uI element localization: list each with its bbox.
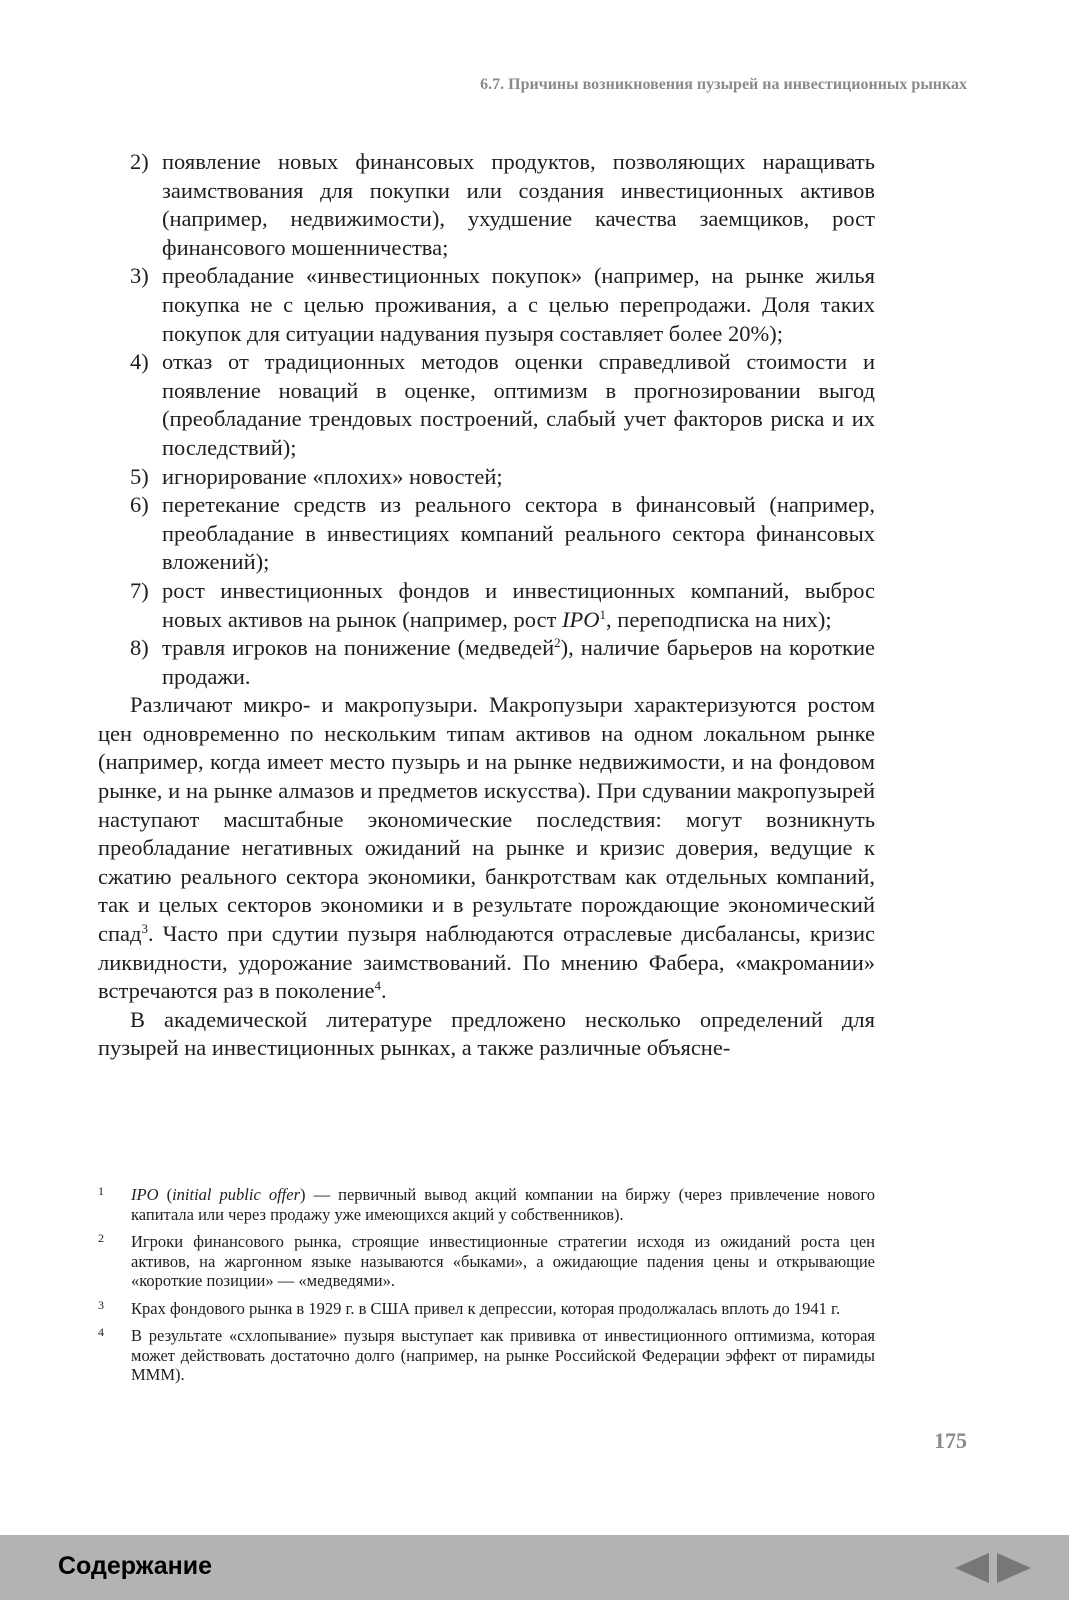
list-item-text: перетекание средств из реального сектора в финансовый (например, преобладание в инвестициях компаний реального сектора финансовых вложений); [162, 492, 875, 575]
list-item [98, 577, 875, 634]
footnote-number: 4 [98, 1325, 104, 1339]
footnote [98, 1299, 875, 1319]
paragraph-macro-bubbles [98, 691, 875, 1006]
list-item-text: игнорирование «плохих» новостей; [162, 463, 503, 489]
list-item-text: преобладание «инвестиционных покупок» (например, на рынке жилья покупка не с целью проживания, а с целью перепродажи. Доля таких покупок для ситуации надувания пузыря составляет более 20%); [162, 263, 875, 346]
footnote-text: ( [158, 1185, 173, 1204]
list-item [98, 463, 875, 492]
main-text [98, 148, 875, 1063]
triangle-left-icon[interactable] [955, 1553, 989, 1588]
ipo-term: IPO [131, 1185, 159, 1204]
paragraph-text: . Часто при сдутии пузыря наблюдаются отраслевые дисбалансы, кризис ликвидности, удорожание заимствований. По мнению Фабера, «макромании» встречаются раз в поколение [98, 921, 875, 1004]
page-number: 175 [934, 1428, 967, 1453]
table-of-contents-link[interactable]: Содержание [58, 1552, 213, 1580]
triangle-right-icon[interactable] [997, 1553, 1031, 1588]
footnote-ref-3[interactable]: 3 [141, 921, 148, 937]
footnote-ref-2[interactable]: 2 [554, 635, 561, 651]
paragraph-academic: В академической литературе предложено несколько определений для пузырей на инвестиционных рынках, а также различные объясне- [98, 1006, 875, 1061]
footnotes [98, 1185, 875, 1393]
footnote-number: 2 [98, 1231, 104, 1245]
footnote-number: 3 [98, 1297, 104, 1312]
footnote-number: 1 [98, 1184, 104, 1198]
footnote-text: Игроки финансового рынка, строящие инвестиционные стратегии исходя из ожиданий роста цен активов, на жаргонном языке называются «быками», а ожидающие падения цены и открывающие «короткие позиции» — «медведями». [131, 1232, 875, 1290]
footnote [98, 1326, 875, 1385]
footnote-term: initial public offer [172, 1185, 301, 1204]
list-item-text-end: , переподписка на них); [606, 606, 832, 632]
list-item [98, 348, 875, 462]
ipo-term: IPO [562, 606, 600, 632]
numbered-list [98, 148, 875, 691]
list-item-number: 7) [130, 577, 149, 603]
list-item-text: отказ от традиционных методов оценки справедливой стоимости и появление новаций в оценке, оптимизм в прогнозировании выгод (преобладание трендовых построений, слабый учет факторов риска и их последствий); [162, 349, 875, 460]
paragraph-text: Различают микро- и макропузыри. Макропузыри характеризуются ростом цен одновременно по нескольким типам активов на одном локальном рынке (например, когда имеет место пузырь и на рынке недвижимости, и на фондовом рынке, и на рынке алмазов и предметов искусства). При сдувании макропузырей наступают масштабные экономические последствия: могут возникнуть преобладание негативных ожиданий на рынке и кризис доверия, ведущие к сжатию реального сектора экономики, банкротствам как отдельных компаний, так и целых секторов экономики и в результате порождающие экономический спад [98, 692, 875, 947]
footnote [98, 1185, 875, 1224]
footnote [98, 1232, 875, 1291]
list-item [98, 491, 875, 577]
footnote-text: Крах фондового рынка в 1929 г. в США привел к депрессии, которая продолжалась вплоть до 1941 г. [131, 1298, 841, 1318]
list-item-number: 8) [130, 635, 149, 661]
bottom-nav-bar [0, 1535, 1069, 1600]
list-item-number: 6) [130, 492, 149, 518]
list-item-text: появление новых финансовых продуктов, позволяющих наращивать заимствования для покупки или создания инвестиционных активов (например, недвижимости), ухудшение качества заемщиков, рост финансового мошенничества; [162, 149, 875, 260]
list-item [98, 262, 875, 348]
footnote-text: В результате «схлопывание» пузыря выступает как прививка от инвестиционного оптимизма, которая может действовать достаточно долго (например, на рынке Российской Федерации эффект от пирамиды МММ). [131, 1326, 875, 1384]
paragraph-text: . [380, 978, 387, 1004]
list-item-text: травля игроков на понижение (медведей [162, 635, 555, 661]
list-item-number: 3) [130, 263, 149, 289]
footnote-text: ) — первичный вывод акций компании на биржу (через привлечение нового капитала или через продажу уже имеющихся акций у собственников). [131, 1185, 875, 1224]
list-item-number: 5) [130, 463, 149, 489]
footnote-ref-1[interactable]: 1 [599, 606, 607, 622]
list-item-number: 2) [130, 149, 149, 174]
list-item [98, 634, 875, 691]
list-item-text: рост инвестиционных фондов и инвестиционных компаний, выброс новых активов на рынок (например, рост [162, 577, 875, 632]
list-item [98, 148, 875, 262]
list-item-number: 4) [130, 349, 149, 375]
list-item-text-end: ), наличие барьеров на короткие продажи. [162, 635, 875, 689]
running-title: 6.7. Причины возникновения пузырей на инвестиционных рынках [480, 76, 967, 93]
footnote-ref-4[interactable]: 4 [374, 978, 381, 994]
